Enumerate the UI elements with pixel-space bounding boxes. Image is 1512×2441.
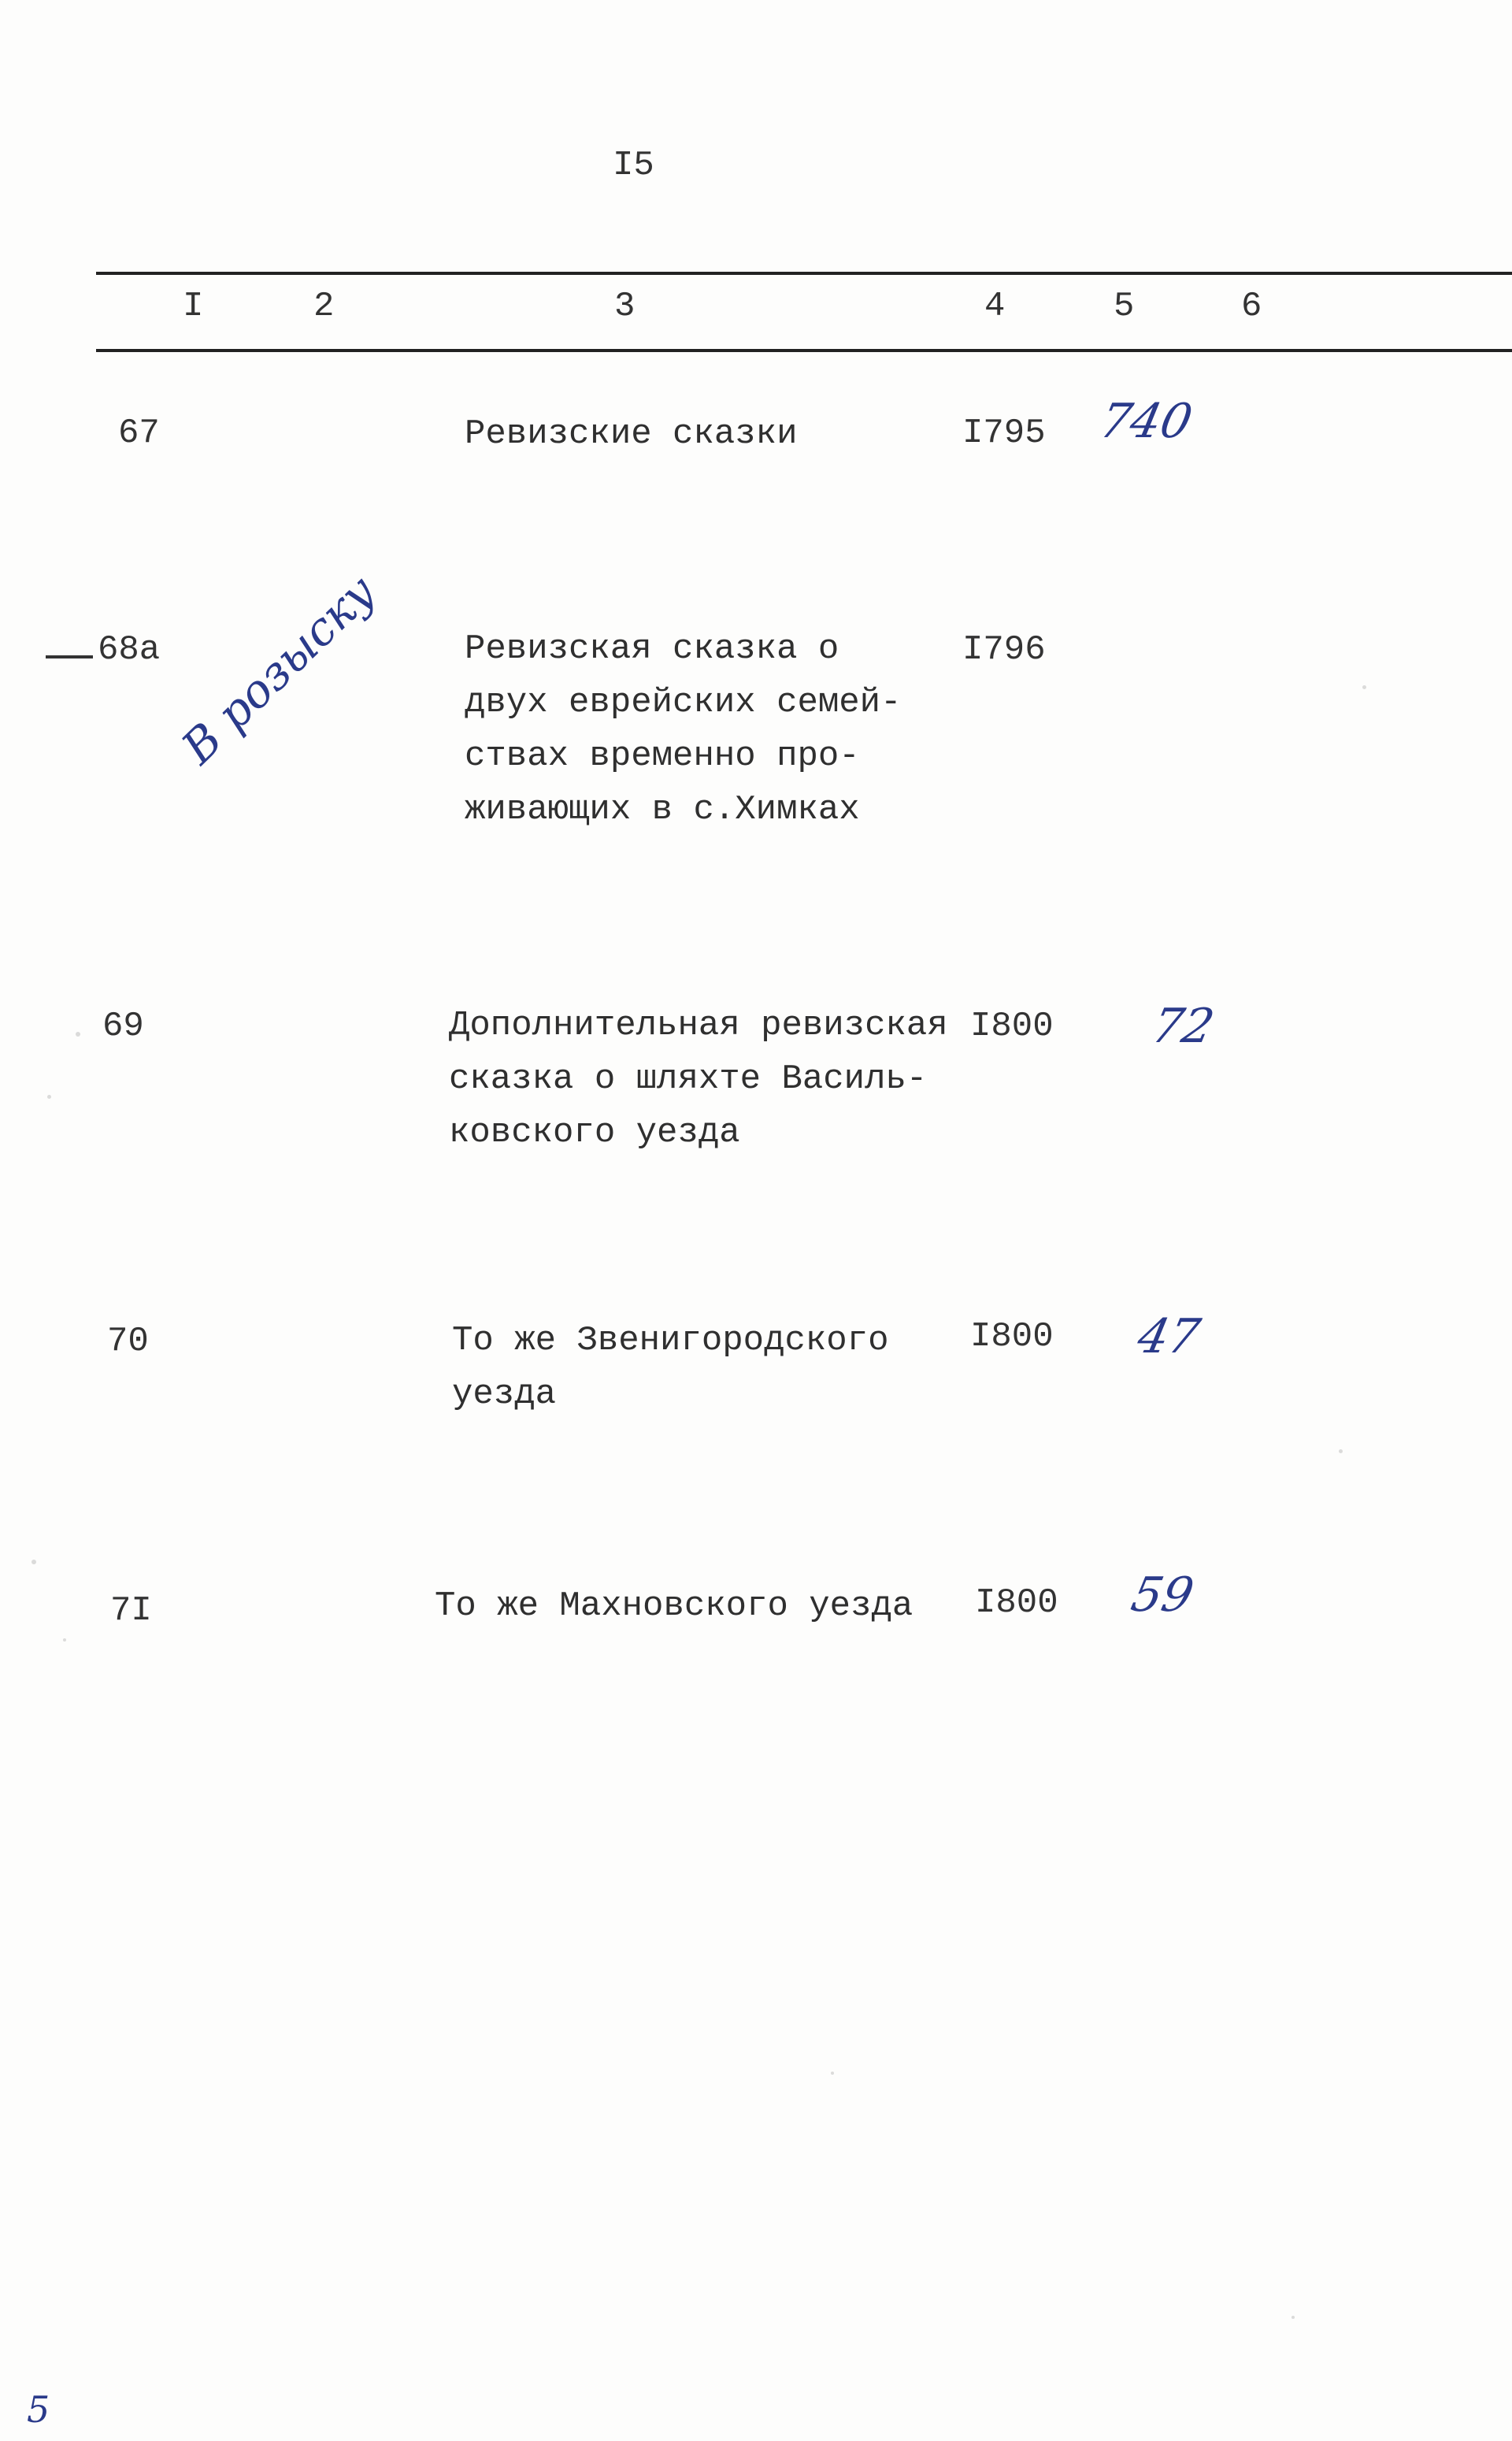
- entry-year: I795: [962, 414, 1046, 453]
- entry-title-line: двух еврейских семей-: [465, 683, 902, 722]
- entry-title-line: живающих в с.Химках: [465, 790, 860, 829]
- entry-title-line: уезда: [452, 1374, 557, 1414]
- entry-title-line: Ревизская сказка о: [465, 629, 839, 669]
- paper-speck: [1362, 685, 1366, 689]
- entry-title-line: сказка о шляхте Василь-: [449, 1059, 928, 1099]
- entry-title-line: То же Звенигородского: [452, 1321, 889, 1360]
- entry-title-line: Дополнительная ревизская: [449, 1006, 948, 1045]
- margin-dash: [46, 655, 93, 658]
- header-rule-bottom: [96, 349, 1512, 352]
- entry-year: I800: [970, 1317, 1054, 1356]
- entry-sheet-count: 47: [1132, 1309, 1205, 1364]
- entry-number: 70: [107, 1322, 149, 1361]
- entry-sheet-count: 59: [1126, 1567, 1199, 1623]
- entry-number: 68a: [98, 630, 161, 670]
- entry-number: 69: [102, 1007, 144, 1046]
- entry-title-line: Ревизские сказки: [465, 414, 798, 454]
- entry-year: I800: [975, 1583, 1058, 1623]
- entry-title: [449, 999, 948, 1159]
- header-rule-top: [96, 272, 1512, 275]
- column-header-4: 4: [984, 287, 1006, 326]
- column-header-2: 2: [313, 287, 335, 326]
- paper-speck: [32, 1560, 36, 1564]
- corner-handwritten-mark: 5: [27, 2388, 50, 2431]
- paper-speck: [63, 1638, 66, 1642]
- paper-speck: [1339, 1449, 1343, 1453]
- column-header-5: 5: [1114, 287, 1135, 326]
- entry-number: 67: [118, 414, 160, 453]
- entry-year: I800: [970, 1007, 1054, 1046]
- paper-speck: [831, 2072, 834, 2075]
- paper-speck: [76, 1032, 80, 1037]
- entry-title-line: ковского уезда: [449, 1113, 740, 1152]
- paper-speck: [1292, 2316, 1295, 2319]
- margin-handwritten-note: В розыску: [171, 564, 386, 774]
- entry-title: [452, 1314, 889, 1421]
- entry-year: I796: [962, 630, 1046, 670]
- entry-title: [465, 622, 902, 837]
- column-header-1: I: [183, 287, 204, 326]
- entry-title: [435, 1579, 913, 1633]
- entry-title-line: То же Махновского уезда: [435, 1586, 914, 1626]
- paper-speck: [47, 1095, 51, 1099]
- entry-number: 7I: [110, 1591, 152, 1630]
- column-header-3: 3: [614, 287, 636, 326]
- entry-title-line: ствах временно про-: [465, 736, 860, 776]
- column-header-6: 6: [1241, 287, 1262, 326]
- page-number: I5: [613, 146, 654, 185]
- entry-title: [465, 407, 797, 461]
- entry-sheet-count: 740: [1095, 394, 1197, 449]
- entry-sheet-count: 72: [1147, 999, 1219, 1054]
